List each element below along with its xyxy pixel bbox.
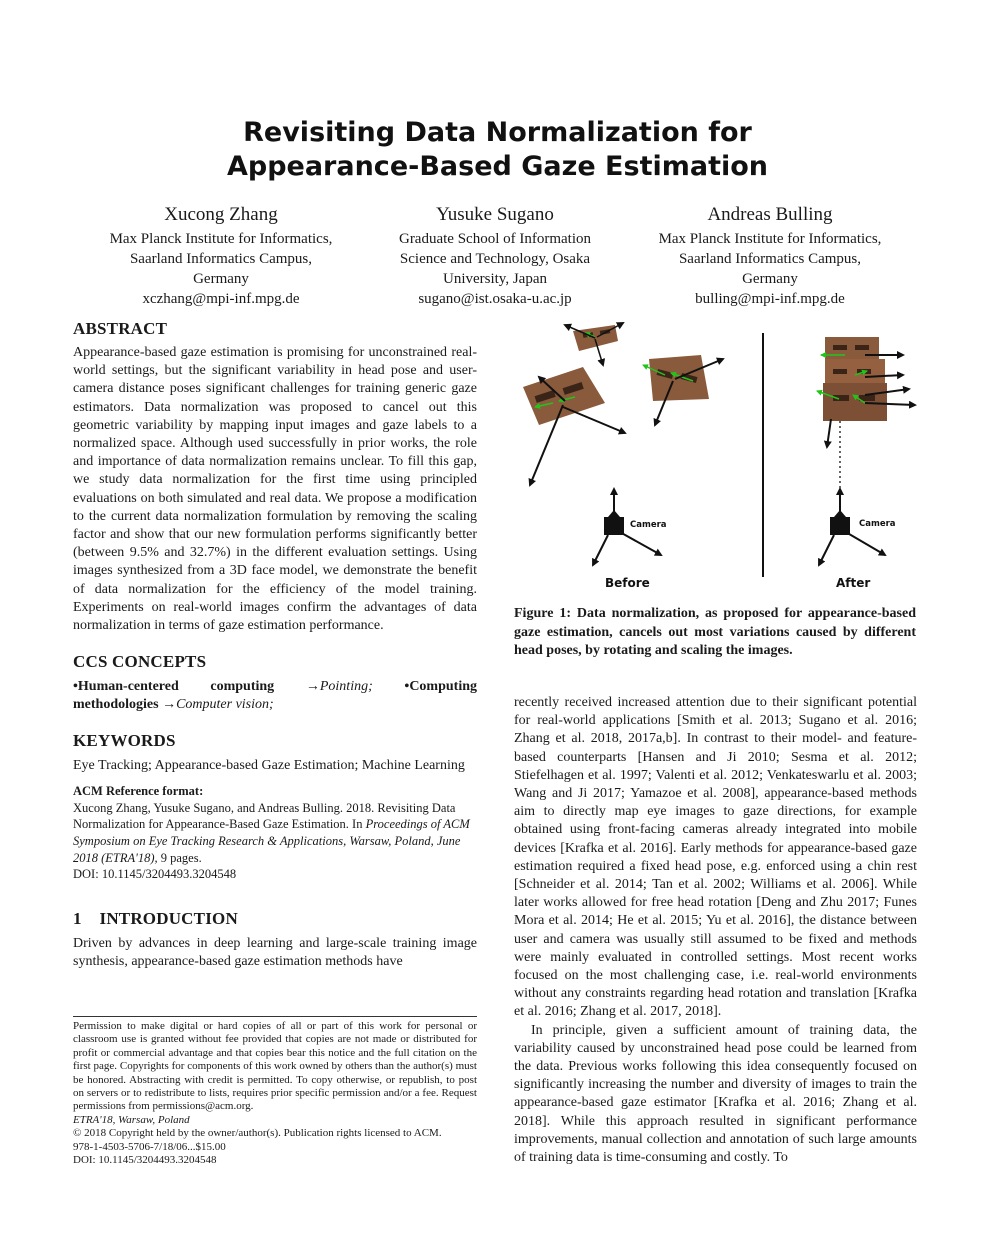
author-affiliation-line: Graduate School of Information	[398, 231, 592, 247]
ccs-term: →Pointing;	[305, 679, 373, 695]
footnote	[73, 1016, 477, 1167]
figure-1	[505, 315, 925, 595]
intro-paragraph-1: recently received increased attention due to their significant potential for real-world applications [Smith et al. 2013; Sugano et al. 2016; Zhang et al. 2018, 2017a,b]. In contrast to their model- and feature-based counterparts [Hansen and Ji 2010; Sesma et al. 2012; Stiefelhagen et al. 1997; Valenti et al. 2012; Venkateswarlu et al. 2003; Wang and Ji 2017; Yamazoe et al. 2008], appearance-based methods aim to directly map eye images to gaze directions, for example obtained using front-facing cameras already integrated into mobile devices [Krafka et al. 2016]. Early methods for appearance-based gaze estimation required a fixed head pose, e.g. enforced using a chin rest [Schneider et al. 2014; Tan et al. 2002; Williams et al. 2006]. While later works allowed for free head rotation [Deng and Zhu 2017; Funes Mora et al. 2014; He et al. 2015; Yu et al. 2016], the distance between user and camera was usually still assumed to be fixed and methods were mainly evaluated in controlled settings. Most recent works focused on the most challenging case, i.e. real-world environments without any constraints regarding head rotation and translation [Krafka et al. 2016; Zhang et al. 2017, 2018].	[514, 695, 917, 1020]
right-column	[514, 694, 917, 1167]
intro-text: Driven by advances in deep learning and large-scale training image synthesis, appearance-based gaze estimation methods have	[73, 935, 477, 970]
camera-label-before: Camera	[630, 520, 667, 530]
before-label: Before	[605, 576, 650, 590]
figure-1-illustration	[505, 315, 925, 595]
venue-text: ETRA'18, Warsaw, Poland	[73, 1113, 190, 1126]
paper-title	[0, 116, 995, 184]
copyright-text: © 2018 Copyright held by the owner/author(s). Publication rights licensed to ACM.	[73, 1127, 442, 1140]
acm-ref-doi: DOI: 10.1145/3204493.3204548	[73, 867, 237, 882]
author-email: xczhang@mpi-inf.mpg.de	[142, 291, 300, 307]
author-affiliation-line: University, Japan	[442, 271, 547, 287]
ccs-heading: CCS CONCEPTS	[73, 652, 207, 672]
face-patch-medium	[643, 355, 723, 425]
author-name: Xucong Zhang	[164, 204, 278, 225]
abstract-heading: ABSTRACT	[73, 319, 168, 338]
author-name: Andreas Bulling	[707, 204, 833, 225]
figure-caption: Figure 1: Data normalization, as proposed for appearance-based gaze estimation, cancels out most variations caused by different head poses, by rotating and scaling the images.	[514, 606, 916, 658]
author-email: bulling@mpi-inf.mpg.de	[695, 291, 845, 307]
keywords-text: Eye Tracking; Appearance-based Gaze Estimation; Machine Learning	[73, 757, 465, 773]
acm-ref-pages: 9 pages.	[157, 850, 202, 865]
author-block-3	[630, 202, 910, 309]
author-block-1	[81, 202, 361, 309]
keywords-heading: KEYWORDS	[73, 730, 176, 750]
face-patch-large	[523, 367, 625, 485]
after-label: After	[836, 576, 871, 590]
intro-heading: 1 INTRODUCTION	[73, 908, 238, 928]
intro-paragraph-2: In principle, given a sufficient amount of training data, the variability caused by unconstrained head pose could be learned from the data. Previous works following this idea consequently focused on significantly increasing the number and diversity of images to train the appearance-based gaze estimator [Krafka et al. 2016; Zhang et al. 2018]. While this approach resulted in significant performance improvements, manual collection and annotation of such large amounts of training data is time-consuming and costly. To	[514, 1022, 917, 1166]
left-column	[73, 318, 477, 971]
acm-ref-heading: ACM Reference format:	[73, 783, 204, 798]
title-line-1: Revisiting Data Normalization for	[243, 117, 752, 148]
ccs-term: •Human-centered computing	[73, 679, 275, 695]
author-affiliation-line: Saarland Informatics Campus,	[129, 251, 313, 267]
ccs-term: •Computing methodologies	[73, 679, 478, 713]
face-patch-small	[565, 323, 623, 365]
author-affiliation-line: Germany	[742, 271, 798, 287]
footnote-rule	[73, 1016, 477, 1017]
author-affiliation-line: Science and Technology, Osaka	[399, 251, 591, 267]
acm-ref-venue: Proceedings of ACM Symposium on Eye Tracking Research & Applications, Warsaw, Poland, June 2018 (ETRA'18),	[73, 817, 470, 865]
acm-ref-text	[73, 800, 477, 866]
camera-label-after: Camera	[859, 519, 896, 529]
author-affiliation-line: Saarland Informatics Campus,	[678, 251, 862, 267]
author-affiliation-line: Germany	[193, 271, 249, 287]
title-line-2: Appearance-Based Gaze Estimation	[226, 151, 769, 182]
permission-text: Permission to make digital or hard copies of all or part of this work for personal or classroom use is granted without fee provided that copies are not made or distributed for profit or commercial advantage and that copies bear this notice and the full citation on the first page. Copyrights for components of this work owned by others than the author(s) must be honored. Abstracting with credit is permitted. To copy otherwise, or republish, to post on servers or to redistribute to lists, requires prior specific permission and/or a fee. Request permissions from permissions@acm.org.	[73, 1020, 477, 1113]
author-affiliation-line: Max Planck Institute for Informatics,	[109, 231, 333, 247]
isbn-text: 978-1-4503-5706-7/18/06...$15.00	[73, 1140, 226, 1153]
author-block-2	[355, 202, 635, 309]
acm-ref-citation: Xucong Zhang, Yusuke Sugano, and Andreas Bulling. 2018. Revisiting Data Normalization for Appearance-Based Gaze Estimation. In	[73, 800, 456, 832]
author-email: sugano@ist.osaka-u.ac.jp	[418, 291, 572, 307]
face-stack-normalized	[817, 337, 915, 511]
ccs-term: →Computer vision;	[162, 697, 274, 713]
author-name: Yusuke Sugano	[436, 204, 554, 225]
ccs-text	[73, 678, 477, 714]
footnote-doi: DOI: 10.1145/3204493.3204548	[73, 1154, 217, 1167]
abstract-text: Appearance-based gaze estimation is promising for unconstrained real-world settings, but the significant variability in head pose and user-camera distance poses significant challenges for training generic gaze estimators. Data normalization was proposed to cancel out this geometric variability by mapping input images and gaze labels to a normalized space. Although used successfully in prior works, the role and importance of data normalization remains unclear. To fill this gap, we study data normalization for the first time using principled evaluations on both simulated and real data. We propose a modification to the current data normalization formulation by removing the scaling factor and show that our new formulation performs significantly better (between 9.5% and 32.7%) in the different evaluation settings. Using images synthesized from a 3D face model, we demonstrate the benefit of data normalization for the efficiency of the model training. Experiments on real-world images confirm the advantages of data normalization in terms of gaze estimation performance.	[73, 345, 477, 634]
author-affiliation-line: Max Planck Institute for Informatics,	[658, 231, 882, 247]
